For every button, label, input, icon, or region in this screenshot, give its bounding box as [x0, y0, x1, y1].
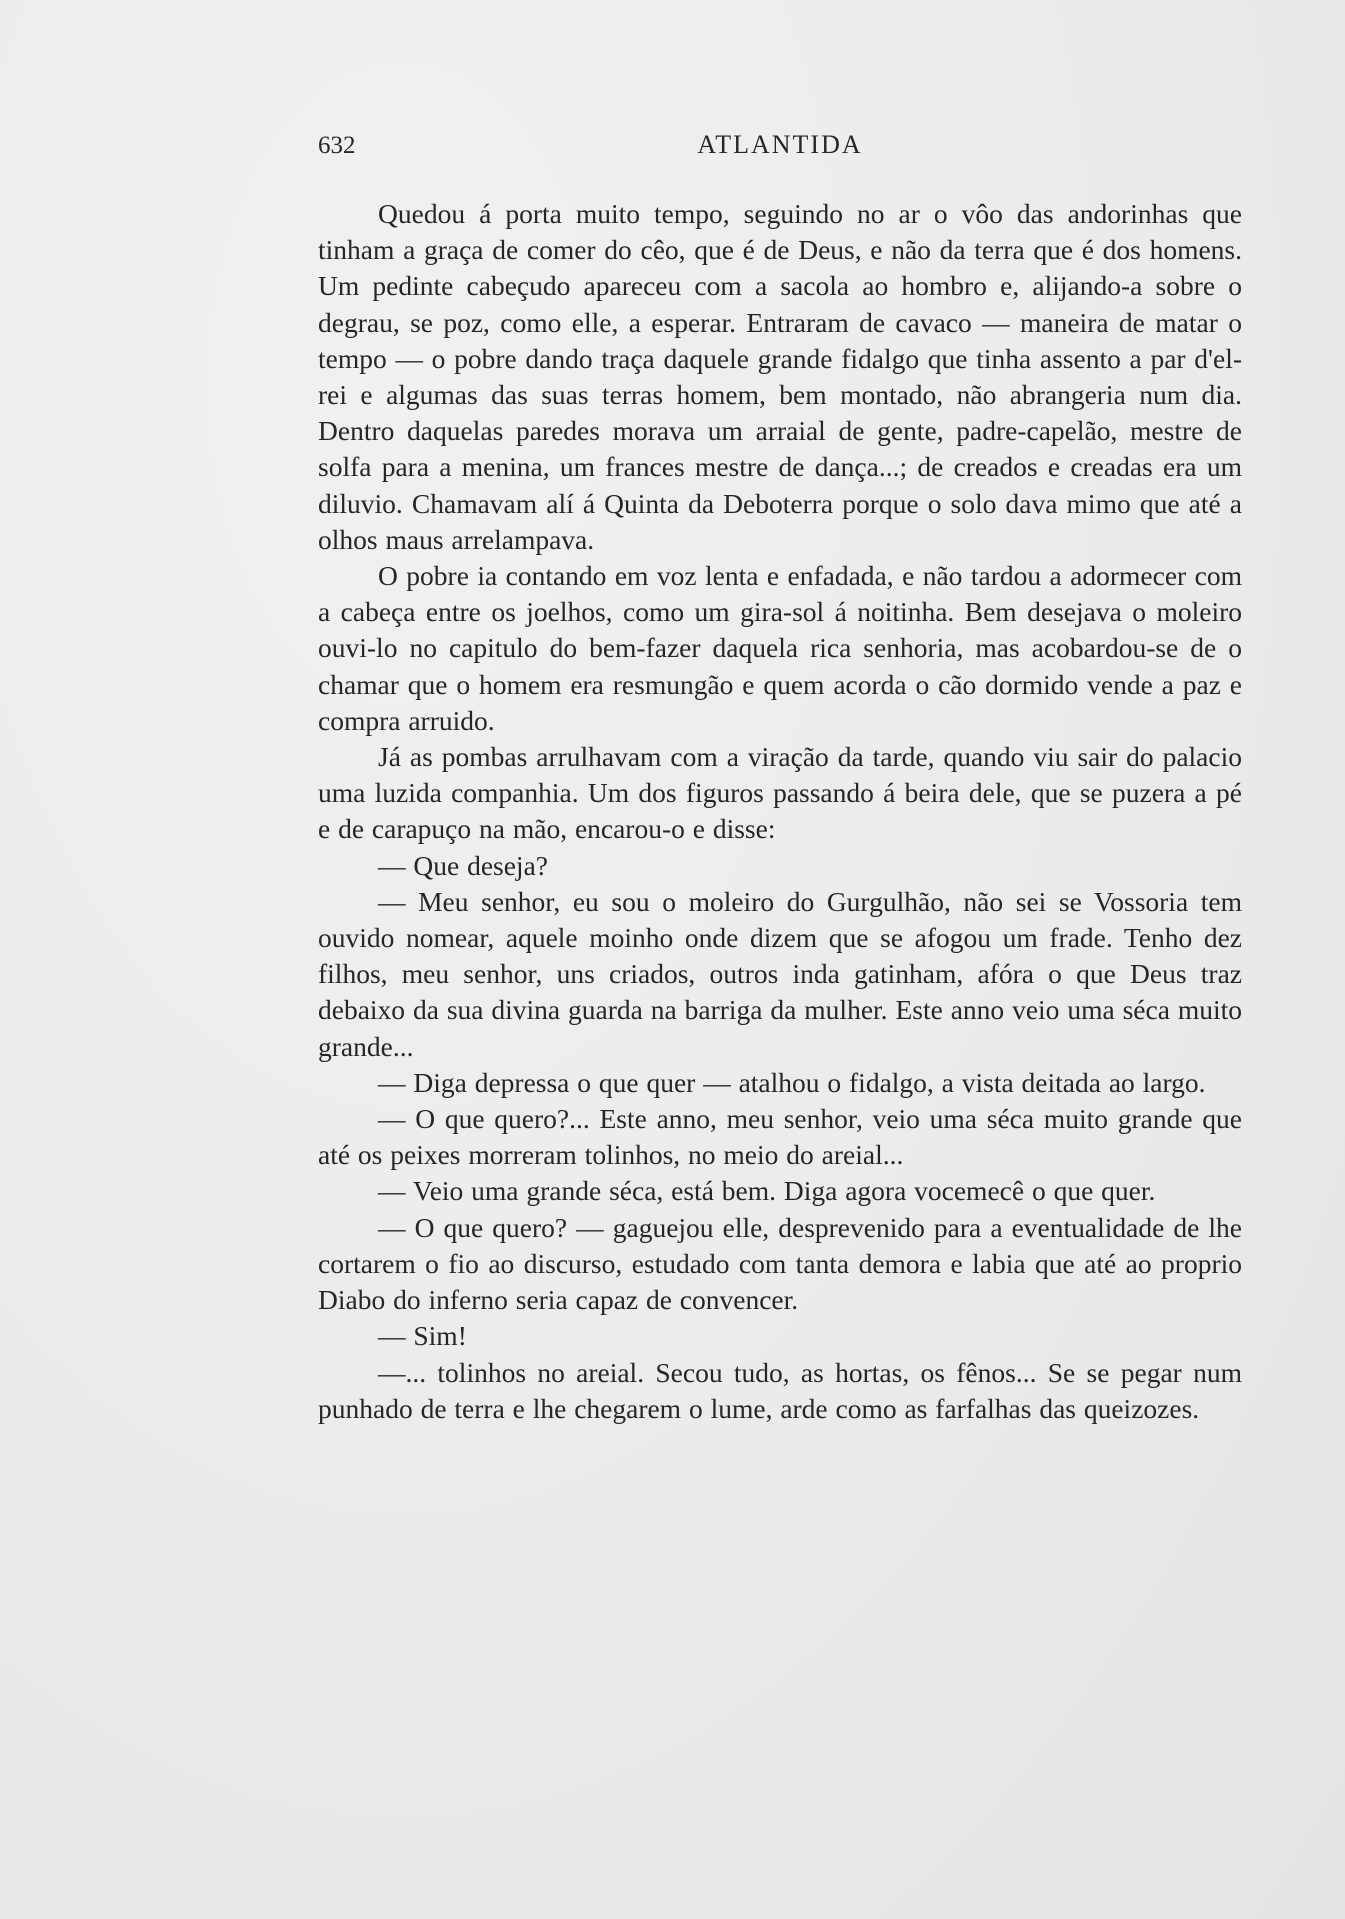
body-text [318, 196, 1242, 1427]
dialogue-line: — Veio uma grande séca, está bem. Diga agora vocemecê o que quer. [378, 1175, 1156, 1207]
page-number: 632 [318, 132, 356, 159]
dialogue-line: — O que quero? — gaguejou elle, desprevenido para a eventualidade de lhe cortarem o fio ao discurso, estudado com tanta demora e labia que até ao proprio Diabo do inferno seria capaz de convencer. [318, 1211, 1242, 1316]
dialogue-line: — Meu senhor, eu sou o moleiro do Gurgulhão, não sei se Vossoria tem ouvido nomear, aquele moinho onde dizem que se afogou um frade. Tenho dez filhos, meu senhor, uns criados, outros inda gatinham, afóra o que Deus traz debaixo da sua divina guarda na barriga da mulher. Este anno veio uma séca muito grande... [318, 885, 1242, 1062]
dialogue-line: — O que quero?... Este anno, meu senhor, veio uma séca muito grande que até os peixes morreram tolinhos, no meio do areial... [318, 1103, 1242, 1171]
page-header [318, 126, 1242, 166]
dialogue-line: — Diga depressa o que quer — atalhou o fidalgo, a vista deitada ao largo. [378, 1066, 1206, 1098]
dialogue-line: —... tolinhos no areial. Secou tudo, as hortas, os fênos... Se se pegar num punhado de terra e lhe chegarem o lume, arde como as farfalhas das queizozes. [318, 1356, 1242, 1424]
paragraph: Já as pombas arrulhavam com a viração da tarde, quando viu sair do palacio uma luzida companhia. Um dos figuros passando á beira dele, que se puzera a pé e de carapuço na mão, encarou-o e disse: [318, 741, 1242, 845]
paragraph: Quedou á porta muito tempo, seguindo no ar o vôo das andorinhas que tinham a graça de comer do cêo, que é de Deus, e não da terra que é dos homens. Um pedinte cabeçudo apareceu com a sacola ao hombro e, alijando-a sobre o degrau, se poz, como elle, a esperar. Entraram de cavaco — maneira de matar o tempo — o pobre dando traça daquele grande fidalgo que tinha assento a par d'el-rei e algumas das suas terras homem, bem montado, não abrangeria num dia. Dentro daquelas paredes morava um arraial de gente, padre-capelão, mestre de solfa para a menina, um frances mestre de dança...; de creados e creadas era um diluvio. Chamavam alí á Quinta da Deboterra porque o solo dava mimo que até a olhos maus arrelampava. [318, 198, 1242, 555]
dialogue-line: — Que deseja? [378, 849, 548, 881]
paragraph: O pobre ia contando em voz lenta e enfadada, e não tardou a adormecer com a cabeça entre os joelhos, como um gira-sol á noitinha. Bem desejava o moleiro ouvi-lo no capitulo do bem-fazer daquela rica senhoria, mas acobardou-se de o chamar que o homem era resmungão e quem acorda o cão dormido vende a paz e compra arruido. [318, 560, 1242, 736]
dialogue-line: — Sim! [378, 1320, 467, 1352]
running-title: ATLANTIDA [697, 130, 863, 159]
